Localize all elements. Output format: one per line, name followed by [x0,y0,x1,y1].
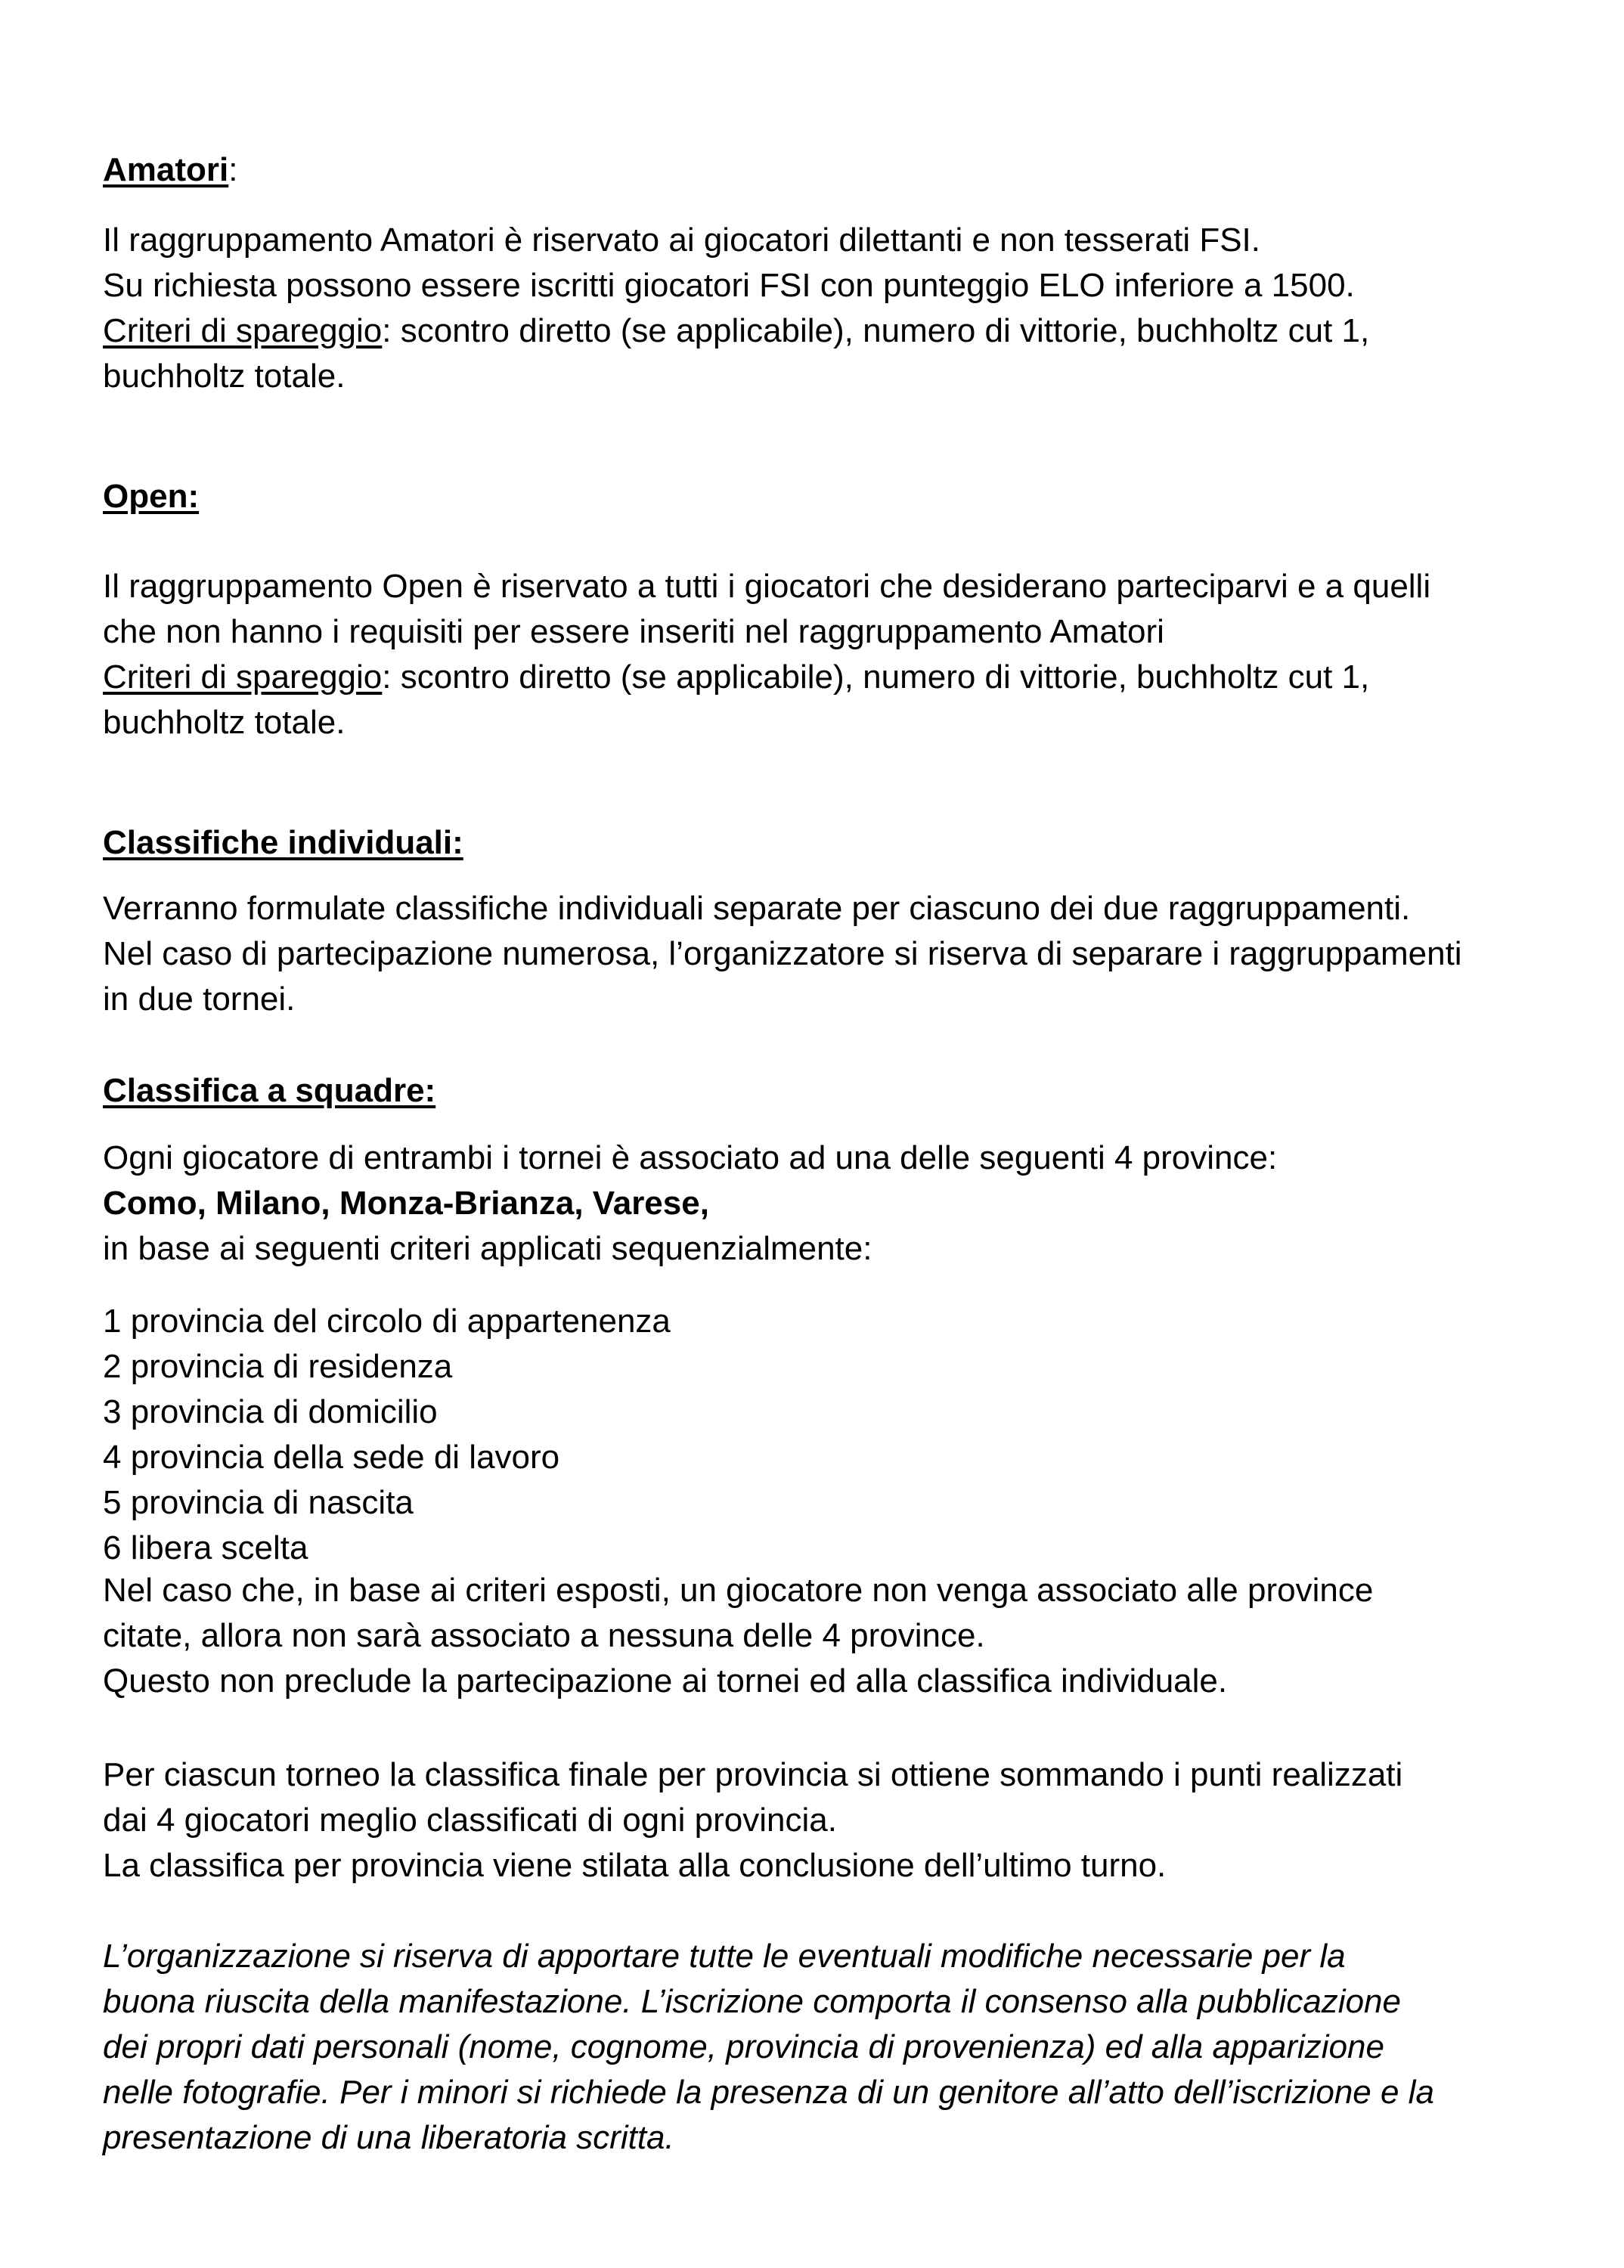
list-item: 2 provincia di residenza [103,1348,453,1385]
list-item: 6 libera scelta [103,1529,308,1566]
open-criteria [103,655,1585,700]
disclaimer-line: buona riuscita della manifestazione. L’iscrizione comporta il consenso alla pubblicazione [103,1983,1401,2020]
individuali-body [103,886,1585,1022]
squadre-note-line: Nel caso che, in base ai criteri esposti, un giocatore non venga associato alle province [103,1572,1374,1609]
squadre-note-line: Questo non preclude la partecipazione ai tornei ed alla classifica individuale. [103,1662,1228,1699]
open-criteria-text: : scontro diretto (se applicabile), numero di vittorie, buchholtz cut 1, [382,658,1370,696]
squadre-intro-block [103,1136,1585,1272]
squadre-final-line: dai 4 giocatori meglio classificati di ogni provincia. [103,1802,837,1839]
amatori-criteria-text: : scontro diretto (se applicabile), numero di vittorie, buchholtz cut 1, [382,312,1370,349]
heading-squadre-text: Classifica a squadre: [103,1072,436,1109]
amatori-criteria-label: Criteri di spareggio [103,312,383,349]
amatori-body [103,218,1585,399]
list-item: 4 provincia della sede di lavoro [103,1439,560,1476]
individuali-line: Verranno formulate classifiche individuali separate per ciascuno dei due raggruppamenti. [103,890,1411,927]
open-body [103,564,1585,745]
list-item: 1 provincia del circolo di appartenenza [103,1303,671,1340]
open-criteria-cont: buchholtz totale. [103,704,346,741]
heading-open [103,478,1585,516]
heading-individuali-text: Classifiche individuali: [103,824,463,861]
open-criteria-label: Criteri di spareggio [103,658,383,696]
squadre-note-line: citate, allora non sarà associato a nessuna delle 4 province. [103,1617,985,1654]
disclaimer-line: dei propri dati personali (nome, cognome, provincia di provenienza) ed alla apparizione [103,2028,1384,2065]
squadre-final-line: Per ciascun torneo la classifica finale per provincia si ottiene sommando i punti realizzati [103,1756,1403,1793]
squadre-provinces: Como, Milano, Monza-Brianza, Varese, [103,1185,709,1222]
heading-amatori-text: Amatori [103,151,229,188]
open-line: Il raggruppamento Open è riservato a tutti i giocatori che desiderano parteciparvi e a quelli [103,568,1431,605]
list-item: 3 provincia di domicilio [103,1393,438,1430]
amatori-line: Su richiesta possono essere iscritti giocatori FSI con punteggio ELO inferiore a 1500. [103,267,1355,304]
heading-squadre [103,1072,1585,1110]
heading-open-text: Open: [103,478,200,515]
heading-amatori [103,151,1585,189]
individuali-line: in due tornei. [103,981,296,1018]
amatori-criteria [103,308,1585,354]
list-item: 5 provincia di nascita [103,1484,414,1521]
disclaimer-line: nelle fotografie. Per i minori si richiede la presenza di un genitore all’atto dell’iscrizione e la [103,2074,1434,2111]
squadre-criteria-list [103,1299,1585,1571]
squadre-final-line: La classifica per provincia viene stilata alla conclusione dell’ultimo turno. [103,1847,1167,1884]
disclaimer-line: presentazione di una liberatoria scritta. [103,2119,674,2156]
heading-amatori-colon: : [228,151,238,188]
heading-individuali [103,824,1585,862]
amatori-criteria-cont: buchholtz totale. [103,358,346,395]
disclaimer [103,1934,1585,2161]
squadre-intro: Ogni giocatore di entrambi i tornei è associato ad una delle seguenti 4 province: [103,1139,1278,1176]
individuali-line: Nel caso di partecipazione numerosa, l’organizzatore si riserva di separare i raggruppamenti [103,935,1462,972]
disclaimer-line: L’organizzazione si riserva di apportare tutte le eventuali modifiche necessarie per la [103,1938,1346,1975]
squadre-criteria-intro: in base ai seguenti criteri applicati sequenzialmente: [103,1230,872,1267]
squadre-final [103,1752,1585,1888]
open-line: che non hanno i requisiti per essere inseriti nel raggruppamento Amatori [103,613,1164,650]
amatori-line: Il raggruppamento Amatori è riservato ai giocatori dilettanti e non tesserati FSI. [103,222,1260,259]
squadre-note [103,1568,1585,1704]
